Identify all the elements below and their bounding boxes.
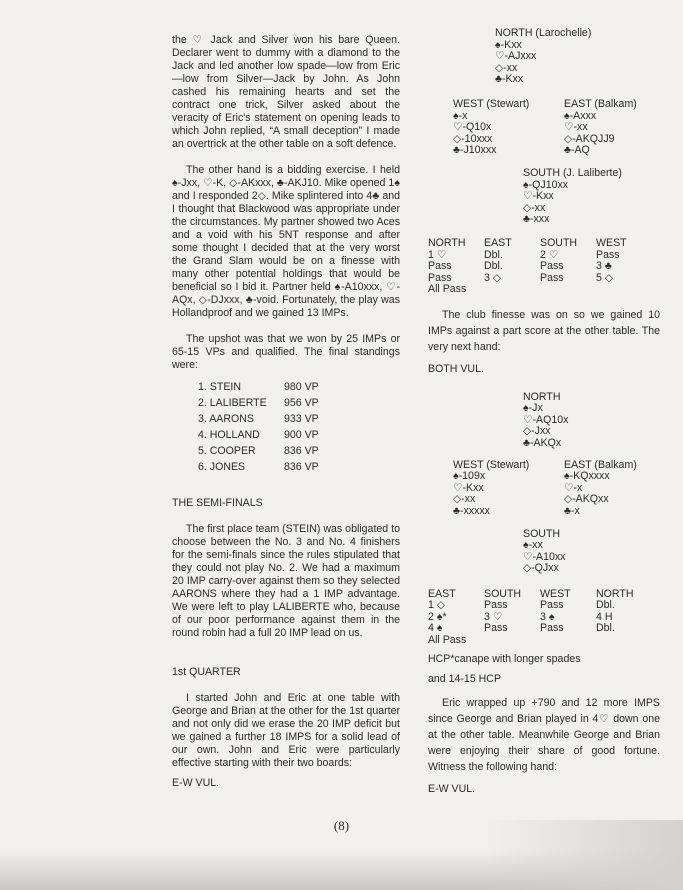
diamonds-holding: ◇-AKQxx bbox=[564, 493, 609, 505]
hand-title: EAST (Balkam) bbox=[564, 98, 637, 110]
auction-bid: 1 ♡ bbox=[428, 248, 447, 261]
diamonds-holding: ◇-xx bbox=[495, 61, 518, 74]
paragraph: Eric wrapped up +790 and 12 more IMPS since George and Brian played in 4♡ down one at the other table. Meanwhile George and Brian were enjoying their share of good fortune. Witness the following hand: bbox=[428, 697, 660, 773]
auction-header: EAST bbox=[428, 587, 456, 600]
spades-holding: ♠-x bbox=[453, 109, 468, 122]
hearts-holding: ♡-A10xx bbox=[523, 550, 566, 563]
auction-bid: Pass bbox=[540, 599, 564, 611]
section-heading: THE SEMI-FINALS bbox=[172, 497, 263, 509]
hand-title: NORTH (Larochelle) bbox=[495, 27, 592, 39]
west-hand bbox=[453, 99, 529, 157]
auction-bid: Dbl. bbox=[596, 622, 615, 634]
standings-row bbox=[198, 379, 400, 395]
team-vp: 836 VP bbox=[284, 444, 319, 457]
clubs-holding: ♣-x bbox=[564, 504, 580, 517]
hand-title: WEST (Stewart) bbox=[453, 458, 530, 471]
hand-title: WEST (Stewart) bbox=[453, 98, 530, 110]
footnote: and 14-15 HCP bbox=[428, 673, 502, 685]
clubs-holding: ♣-xxxxx bbox=[453, 504, 490, 517]
auction-bid: Pass bbox=[428, 260, 452, 272]
diamonds-holding: ◇-xx bbox=[523, 201, 546, 214]
team-name: 3. AARONS bbox=[198, 412, 254, 425]
auction-bid: 4 H bbox=[596, 610, 613, 623]
hand-title: NORTH bbox=[523, 390, 561, 403]
standings-table bbox=[198, 379, 400, 475]
auction-table bbox=[428, 589, 660, 647]
hand-title: SOUTH bbox=[523, 527, 561, 540]
auction-header: SOUTH bbox=[540, 237, 578, 249]
auction-header: NORTH bbox=[596, 587, 634, 600]
hearts-holding: ♡-Kxx bbox=[523, 190, 554, 202]
team-vp: 900 VP bbox=[284, 428, 319, 441]
clubs-holding: ♣-AKQx bbox=[523, 436, 562, 449]
auction-header: EAST bbox=[484, 237, 512, 249]
auction-header: WEST bbox=[540, 587, 571, 600]
diamonds-holding: ◇-10xxx bbox=[453, 132, 493, 145]
auction-table bbox=[428, 238, 660, 296]
auction-bid: 1 ◇ bbox=[428, 599, 445, 611]
standings-row bbox=[198, 459, 400, 475]
auction-bid: Pass bbox=[428, 271, 452, 284]
auction-bid: 3 ♣ bbox=[596, 260, 612, 272]
hearts-holding: ♡-xx bbox=[564, 121, 588, 133]
spades-holding: ♠-xx bbox=[523, 539, 543, 551]
team-name: 6. JONES bbox=[198, 460, 246, 473]
team-vp: 836 VP bbox=[284, 460, 319, 473]
paragraph: The club finesse was on so we gained 10 IMPs against a part score at the other table. The very next hand: bbox=[428, 308, 660, 353]
bridge-deal bbox=[428, 392, 660, 584]
team-vp: 933 VP bbox=[284, 412, 319, 425]
team-name: 5. COOPER bbox=[198, 444, 256, 457]
clubs-holding: ♣-Kxx bbox=[495, 73, 524, 85]
auction-bid: Pass bbox=[540, 271, 564, 284]
auction-header: NORTH bbox=[428, 237, 466, 249]
hearts-holding: ♡-Q10x bbox=[453, 121, 492, 133]
clubs-holding: ♣-AQ bbox=[564, 144, 590, 156]
paragraph: The upshot was that we won by 25 IMPs or 65-15 VPs and qualified. The final standings were: bbox=[172, 333, 400, 371]
spades-holding: ♠-Jx bbox=[523, 402, 543, 414]
spades-holding: ♠-Kxx bbox=[495, 38, 522, 51]
auction-bid: Dbl. bbox=[484, 260, 503, 272]
spades-holding: ♠-KQxxxx bbox=[564, 470, 610, 482]
team-name: 4. HOLLAND bbox=[198, 428, 260, 441]
hearts-holding: ♡-AJxxx bbox=[495, 50, 537, 62]
team-vp: 980 VP bbox=[284, 380, 319, 393]
clubs-holding: ♣-J10xxx bbox=[453, 144, 497, 156]
auction-bid: Pass bbox=[540, 622, 564, 634]
auction-bid: Pass bbox=[540, 260, 564, 272]
auction-end: All Pass bbox=[428, 283, 467, 295]
west-hand bbox=[453, 460, 529, 518]
diamonds-holding: ◇-xx bbox=[453, 493, 476, 505]
north-hand bbox=[523, 392, 568, 450]
spades-holding: ♠-QJ10xx bbox=[523, 178, 569, 191]
standings-row bbox=[198, 427, 400, 443]
auction-header: WEST bbox=[596, 237, 627, 249]
footnote: HCP*canape with longer spades bbox=[428, 653, 581, 665]
diamonds-holding: ◇-AKQJJ9 bbox=[564, 132, 615, 145]
clubs-holding: ♣-xxx bbox=[523, 213, 550, 225]
east-hand bbox=[564, 99, 637, 157]
spades-holding: ♠-109x bbox=[453, 470, 486, 482]
auction-bid: Pass bbox=[596, 248, 620, 261]
auction-bid: 2 ♠* bbox=[428, 610, 447, 623]
auction-bid: Dbl. bbox=[596, 599, 615, 611]
diamonds-holding: ◇-Jxx bbox=[523, 425, 551, 437]
vulnerability-label: E-W VUL. bbox=[172, 777, 220, 789]
paragraph: The other hand is a bidding exercise. I held ♠-Jxx, ♡-K, ◇-AKxxx, ♣-AKJ10. Mike opened 1♠ and I responded 2◇. Mike splintered into 4♣ and I thought that Blackwood was appropriate under the circumstances. My partner showed two Aces and a void with his 5NT response and after some thought I decided that at the very worst the Grand Slam would be on a finesse with many other potential holdings that would be beneficial so I bid it. Partner held ♠-A10xxx, ♡-AQx, ◇-DJxxx, ♣-void. Fortunately, the play was Hollandproof and we gained 13 IMPs. bbox=[172, 164, 400, 319]
diamonds-holding: ◇-QJxx bbox=[523, 562, 559, 574]
auction-header: SOUTH bbox=[484, 587, 522, 600]
paragraph: I started John and Eric at one table with George and Brian at the other for the 1st quarter and not only did we erase the 20 IMP deficit but we gained a further 18 IMPS for a solid lead of our own. John and Eric were particularly effective starting with their two boards: bbox=[172, 692, 400, 769]
right-column bbox=[428, 28, 660, 796]
auction-bid: 4 ♠ bbox=[428, 622, 443, 634]
auction-bid: Pass bbox=[484, 622, 508, 634]
standings-row bbox=[198, 395, 400, 411]
auction-bid: Pass bbox=[484, 599, 508, 611]
standings-row bbox=[198, 443, 400, 459]
auction-bid: 3 ♡ bbox=[484, 610, 503, 623]
hand-title: EAST (Balkam) bbox=[564, 458, 637, 471]
team-name: 1. STEIN bbox=[198, 380, 241, 393]
auction-bid: 3 ♠ bbox=[540, 610, 555, 623]
auction-end: All Pass bbox=[428, 633, 467, 646]
bridge-deal bbox=[428, 28, 660, 226]
left-column bbox=[172, 34, 400, 790]
paragraph: the ♡ Jack and Silver won his bare Queen. Declarer went to dummy with a diamond to the Jack and led another low spade—low from Eric—low from Silver—Jack by John. As John cashed his remaining hearts and set the contract one trick, Silver asked about the veracity of Eric's statement on opening leads to which John replied, “A small deception” I made an overtrick at the other table on a soft defence. bbox=[172, 34, 400, 150]
auction-bid: 5 ◇ bbox=[596, 271, 613, 284]
north-hand bbox=[495, 28, 591, 86]
hearts-holding: ♡-AQ10x bbox=[523, 413, 569, 426]
south-hand bbox=[523, 168, 622, 226]
auction-bid: 3 ◇ bbox=[484, 271, 501, 284]
page-corner-shadow bbox=[483, 820, 683, 890]
standings-row bbox=[198, 411, 400, 427]
page-number: (8) bbox=[333, 818, 350, 833]
south-hand bbox=[523, 529, 565, 575]
team-name: 2. LALIBERTE bbox=[198, 396, 267, 409]
auction-bid: Dbl. bbox=[484, 248, 503, 261]
vulnerability-label: E-W VUL. bbox=[428, 783, 476, 795]
hearts-holding: ♡-x bbox=[564, 481, 583, 494]
section-heading: 1st QUARTER bbox=[172, 666, 241, 678]
team-vp: 956 VP bbox=[284, 396, 319, 409]
spades-holding: ♠-Axxx bbox=[564, 109, 597, 122]
east-hand bbox=[564, 460, 637, 518]
hearts-holding: ♡-Kxx bbox=[453, 481, 484, 494]
paragraph: The first place team (STEIN) was obligated to choose between the No. 3 and No. 4 finishers for the semi-finals since the rules stipulated that they could not play No. 2. We had a maximum 20 IMP carry-over against them so they selected AARONS where they had a 1 IMP advantage. We were left to play LALIBERTE who, because of our poor performance against them in the round robin had a full 20 IMP lead on us. bbox=[172, 523, 400, 639]
hand-title: SOUTH (J. Laliberte) bbox=[523, 167, 622, 179]
auction-bid: 2 ♡ bbox=[540, 248, 559, 261]
vulnerability-label: BOTH VUL. bbox=[428, 362, 484, 375]
